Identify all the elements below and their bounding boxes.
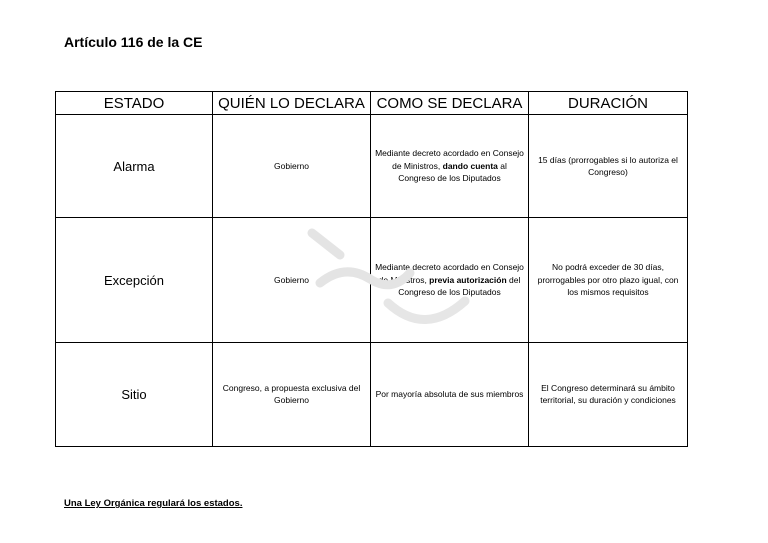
- footer-note: Una Ley Orgánica regulará los estados.: [64, 498, 243, 509]
- cell-como-bold: dando cuenta: [442, 160, 498, 171]
- cell-como: [371, 218, 529, 342]
- cell-estado: Sitio: [56, 342, 213, 446]
- cell-quien: Gobierno: [213, 218, 371, 342]
- cell-como-bold: previa autorización: [429, 274, 507, 285]
- states-table: [55, 91, 688, 447]
- document-title: Artículo 116 de la CE: [64, 34, 203, 50]
- cell-quien: Gobierno: [213, 115, 371, 218]
- cell-estado: Alarma: [56, 115, 213, 218]
- cell-como-text: Mediante decreto acordado en Consejo de Ministros,: [375, 148, 524, 171]
- cell-duracion: No podrá exceder de 30 días, prorrogables por otro plazo igual, con los mismos requisitos: [529, 218, 688, 342]
- header-quien-lo-declara: QUIÉN LO DECLARA: [213, 92, 371, 115]
- cell-como: [371, 115, 529, 218]
- table-header-row: [56, 92, 688, 115]
- cell-como-text-end: del Congreso de los Diputados: [398, 274, 521, 298]
- header-como-se-declara: COMO SE DECLARA: [371, 92, 529, 115]
- cell-quien: Congreso, a propuesta exclusiva del Gobierno: [213, 342, 371, 446]
- cell-como-text: Mediante decreto acordado en Consejo de Ministros,: [375, 262, 524, 285]
- cell-como-text-end: al Congreso de los Diputados: [398, 160, 507, 184]
- table-row-alarma: [56, 115, 688, 218]
- cell-como-text: Por mayoría absoluta de sus miembros: [375, 389, 524, 400]
- header-duracion: DURACIÓN: [529, 92, 688, 115]
- table-row-sitio: [56, 342, 688, 446]
- table-row-excepcion: [56, 218, 688, 342]
- cell-como: [371, 342, 529, 446]
- header-estado: ESTADO: [56, 92, 213, 115]
- cell-duracion: El Congreso determinará su ámbito territorial, su duración y condiciones: [529, 342, 688, 446]
- cell-estado: Excepción: [56, 218, 213, 342]
- cell-duracion: 15 días (prorrogables si lo autoriza el Congreso): [529, 115, 688, 218]
